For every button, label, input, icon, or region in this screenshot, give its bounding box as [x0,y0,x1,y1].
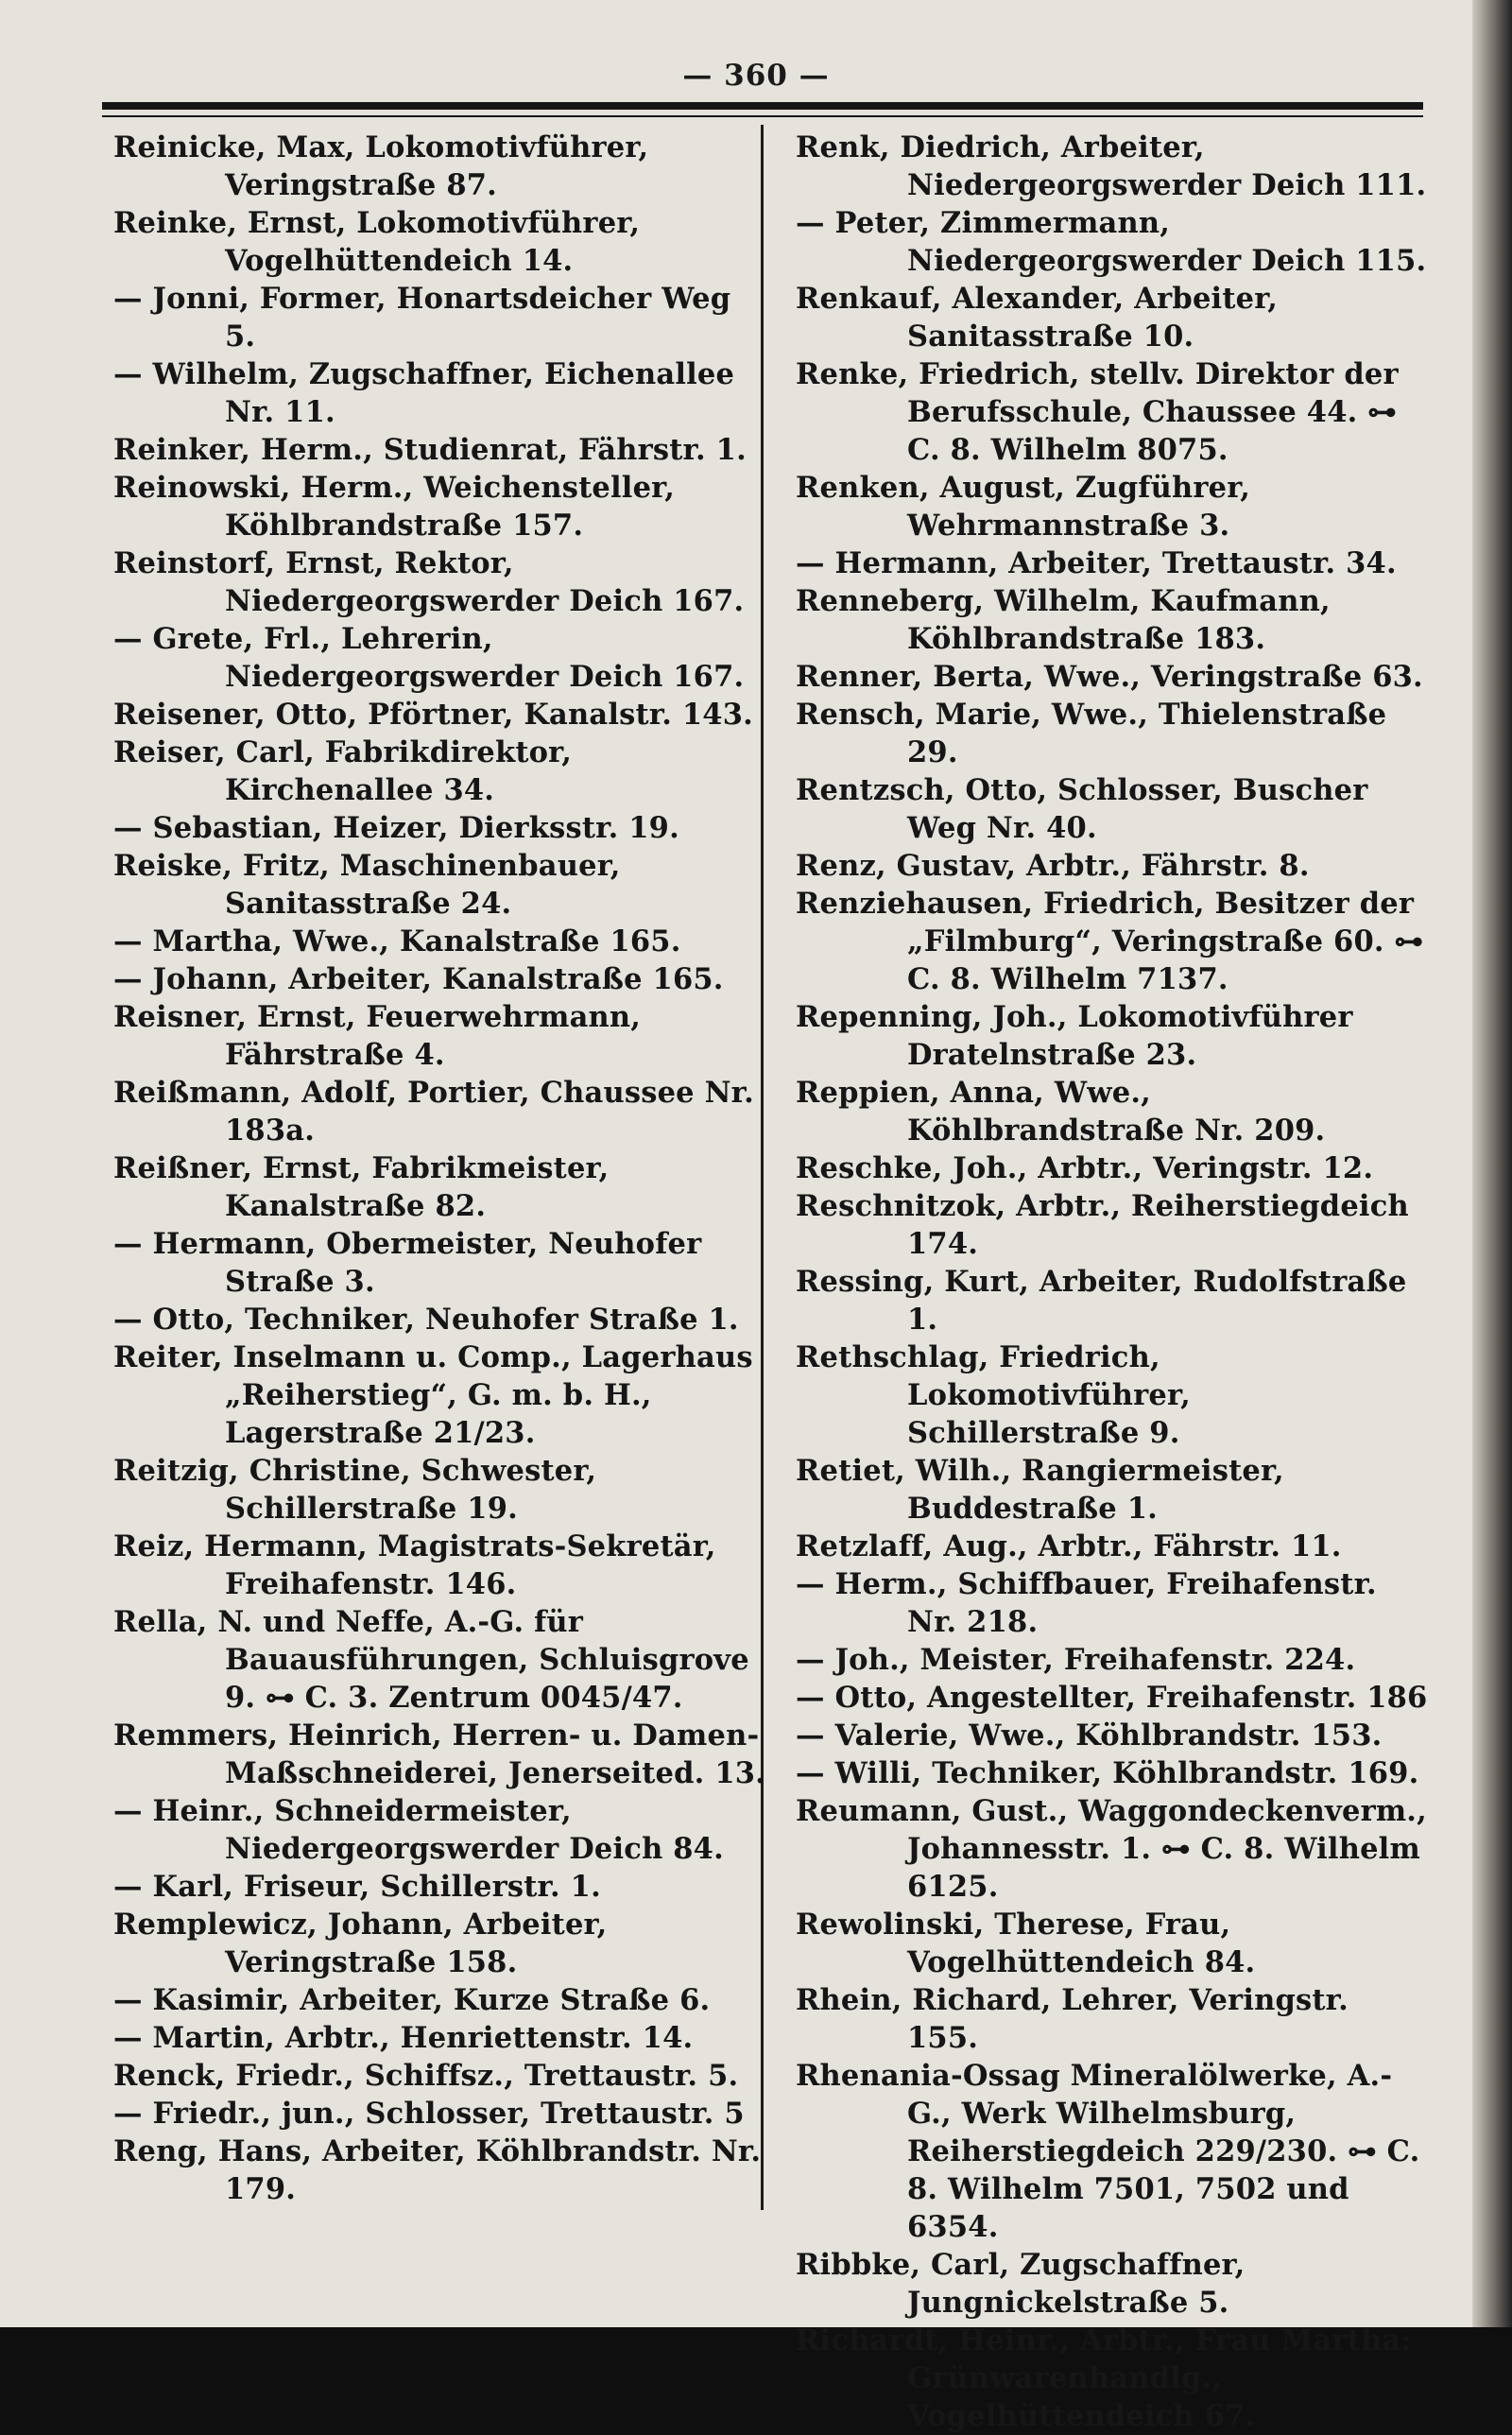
directory-entry: — Sebastian, Heizer, Dierksstr. 19. [113,811,679,845]
directory-entry: — Valerie, Wwe., Köhlbrandstr. 153. [796,1718,1383,1753]
directory-entry: Reinker, Herm., Studienrat, Fährstr. 1. [113,433,747,467]
directory-entry: Reinicke, Max, Lokomotivführer, Veringstraße 87. [113,130,649,202]
directory-entry: Reißmann, Adolf, Portier, Chaussee Nr. 183a. [113,1076,754,1148]
directory-entry: Reisner, Ernst, Feuerwehrmann, Fährstraße 4. [113,1000,642,1072]
directory-entry: Retzlaff, Aug., Arbtr., Fährstr. 11. [796,1529,1342,1563]
directory-entry: Renner, Berta, Wwe., Veringstraße 63. [796,660,1423,694]
directory-entry: — Kasimir, Arbeiter, Kurze Straße 6. [113,1983,711,2017]
directory-entry: — Friedr., jun., Schlosser, Trettaustr. 5 [113,2097,745,2131]
directory-entry: — Peter, Zimmermann, Niedergeorgswerder Deich 115. [796,206,1427,278]
directory-entry: Reng, Hans, Arbeiter, Köhlbrandstr. Nr. 179. [113,2134,762,2206]
directory-entry: — Otto, Techniker, Neuhofer Straße 1. [113,1303,739,1337]
directory-entry: — Willi, Techniker, Köhlbrandstr. 169. [796,1756,1419,1790]
directory-entry: Ressing, Kurt, Arbeiter, Rudolfstraße 1. [796,1265,1407,1337]
directory-entry: — Herm., Schiffbauer, Freihafenstr. Nr. 218. [796,1567,1377,1639]
directory-entry: Reinstorf, Ernst, Rektor, Niedergeorgswerder Deich 167. [113,546,745,618]
directory-entry: Reiser, Carl, Fabrikdirektor, Kirchenallee 34. [113,735,573,807]
directory-entry: Reumann, Gust., Waggondeckenverm., Johannesstr. 1. ⊶ C. 8. Wilhelm 6125. [796,1794,1427,1904]
directory-entry: Renkauf, Alexander, Arbeiter, Sanitasstraße 10. [796,282,1279,354]
directory-entry: — Jonni, Former, Honartsdeicher Weg 5. [113,282,731,354]
directory-entry: Renke, Friedrich, stellv. Direktor der Berufsschule, Chaussee 44. ⊶ C. 8. Wilhelm 8075. [796,357,1399,467]
directory-entry: Reinowski, Herm., Weichensteller, Köhlbrandstraße 157. [113,471,676,543]
directory-entry: Reiske, Fritz, Maschinenbauer, Sanitasstraße 24. [113,849,621,921]
directory-entry: Richardt, Heinr., Arbtr., Frau Martha: Grünwarenhandlg., Vogelhüttendeich 67. [796,2323,1412,2433]
directory-entry: — Otto, Angestellter, Freihafenstr. 186 [796,1681,1428,1715]
directory-entry: Renck, Friedr., Schiffsz., Trettaustr. 5. [113,2059,739,2093]
scan-edge [1472,0,1512,2327]
directory-entry: — Martin, Arbtr., Henriettenstr. 14. [113,2021,694,2055]
directory-entry: Retiet, Wilh., Rangiermeister, Buddestraße 1. [796,1454,1284,1526]
directory-entry: Reschnitzok, Arbtr., Reiherstiegdeich 174. [796,1189,1409,1261]
directory-entry: Renziehausen, Friedrich, Besitzer der „Filmburg“, Veringstraße 60. ⊶ C. 8. Wilhelm 7137. [796,887,1424,996]
directory-entry: Reinke, Ernst, Lokomotivführer, Vogelhüttendeich 14. [113,206,641,278]
directory-entry: Rethschlag, Friedrich, Lokomotivführer, Schillerstraße 9. [796,1340,1191,1450]
directory-entry: — Hermann, Arbeiter, Trettaustr. 34. [796,546,1397,580]
directory-entry: Rentzsch, Otto, Schlosser, Buscher Weg Nr. 40. [796,773,1368,845]
directory-entry: — Grete, Frl., Lehrerin, Niedergeorgswerder Deich 167. [113,622,745,694]
page-number: — 360 — [682,59,830,93]
directory-entry: Renken, August, Zugführer, Wehrmannstraße 3. [796,471,1251,543]
directory-entry: — Joh., Meister, Freihafenstr. 224. [796,1643,1356,1677]
directory-entry: Reppien, Anna, Wwe., Köhlbrandstraße Nr. 209. [796,1076,1326,1148]
header-rule-thick [102,102,1423,110]
directory-entry: Ribbke, Carl, Zugschaffner, Jungnickelstraße 5. [796,2248,1246,2320]
directory-entry: Remplewicz, Johann, Arbeiter, Veringstraße 158. [113,1908,608,1979]
directory-entry: Rhenania-Ossag Mineralölwerke, A.-G., Werk Wilhelmsburg, Reiherstiegdeich 229/230. ⊶ C. 8. Wilhelm 7501, 7502 und 6354. [796,2059,1420,2244]
directory-entry: — Hermann, Obermeister, Neuhofer Straße 3. [113,1227,702,1299]
directory-entry: Reisener, Otto, Pförtner, Kanalstr. 143. [113,698,753,732]
directory-entry: Reiz, Hermann, Magistrats-Sekretär, Freihafenstr. 146. [113,1529,716,1601]
directory-entry: — Martha, Wwe., Kanalstraße 165. [113,924,681,958]
directory-entry: — Heinr., Schneidermeister, Niedergeorgswerder Deich 84. [113,1794,724,1866]
directory-entry: Remmers, Heinrich, Herren- u. Damen-Maßschneiderei, Jenerseited. 13. [113,1718,765,1790]
directory-entry: — Johann, Arbeiter, Kanalstraße 165. [113,962,724,996]
directory-entry: Renk, Diedrich, Arbeiter, Niedergeorgswerder Deich 111. [796,130,1427,202]
directory-entry: Reißner, Ernst, Fabrikmeister, Kanalstraße 82. [113,1151,610,1223]
directory-entry: Rella, N. und Neffe, A.-G. für Bauausführungen, Schluisgrove 9. ⊶ C. 3. Zentrum 0045/47. [113,1605,749,1715]
left-column [113,129,765,2208]
directory-entry: Renneberg, Wilhelm, Kaufmann, Köhlbrandstraße 183. [796,584,1331,656]
directory-entry: Reiter, Inselmann u. Comp., Lagerhaus „Reiherstieg“, G. m. b. H., Lagerstraße 21/23. [113,1340,753,1450]
directory-entry: Rhein, Richard, Lehrer, Veringstr. 155. [796,1983,1349,2055]
directory-entry: Rensch, Marie, Wwe., Thielenstraße 29. [796,698,1387,769]
right-column [796,129,1429,2435]
directory-entry: Reitzig, Christine, Schwester, Schillerstraße 19. [113,1454,597,1526]
directory-entry: Reschke, Joh., Arbtr., Veringstr. 12. [796,1151,1374,1185]
directory-entry: Rewolinski, Therese, Frau, Vogelhüttendeich 84. [796,1908,1256,1979]
directory-entry: Renz, Gustav, Arbtr., Fährstr. 8. [796,849,1310,883]
directory-entry: — Karl, Friseur, Schillerstr. 1. [113,1870,601,1904]
directory-entry: — Wilhelm, Zugschaffner, Eichenallee Nr. 11. [113,357,735,429]
header-rule-thin [102,115,1423,117]
directory-entry: Repenning, Joh., Lokomotivführer Dratelnstraße 23. [796,1000,1353,1072]
